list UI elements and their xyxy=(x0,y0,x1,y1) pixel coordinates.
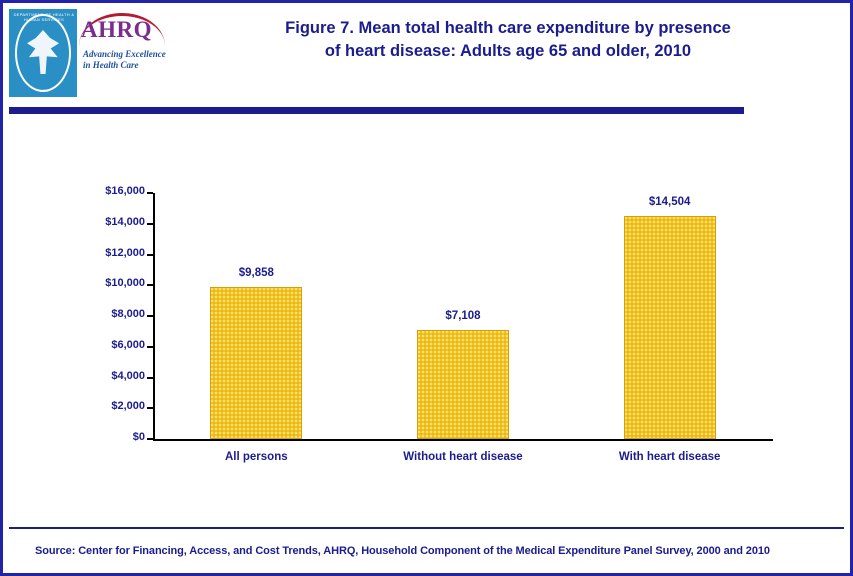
y-tick-label: $0 xyxy=(132,431,145,443)
page-title xyxy=(178,17,838,63)
y-tick-label: $12,000 xyxy=(105,246,145,259)
y-tick-label: $8,000 xyxy=(111,308,145,320)
slide-header xyxy=(3,3,850,111)
y-tick-label: $2,000 xyxy=(111,400,145,413)
agency-logo-block xyxy=(9,9,169,97)
y-tick-mark xyxy=(147,192,153,194)
bar xyxy=(417,330,509,439)
y-tick-label: $14,000 xyxy=(105,215,145,228)
header-divider xyxy=(9,107,744,114)
y-axis xyxy=(153,193,155,440)
y-tick-mark xyxy=(147,315,153,317)
y-tick-mark xyxy=(147,377,153,379)
footer-divider xyxy=(9,527,844,529)
bar-value-label: $7,108 xyxy=(445,309,481,322)
ahrq-wordmark: AHRQ xyxy=(81,17,152,42)
y-tick-mark xyxy=(147,254,153,256)
y-tick-mark xyxy=(147,346,153,348)
y-tick-label: $6,000 xyxy=(111,338,145,351)
y-tick-label: $4,000 xyxy=(111,369,145,382)
bar-value-label: $14,504 xyxy=(648,196,691,208)
y-tick-mark xyxy=(147,284,153,286)
y-tick-mark xyxy=(147,407,153,409)
category-label: All persons xyxy=(225,451,288,463)
y-tick-mark xyxy=(147,438,153,440)
y-tick-label: $10,000 xyxy=(105,277,145,290)
ahrq-tagline: Advancing Excellence in Health Care xyxy=(83,49,166,70)
x-axis xyxy=(153,439,773,441)
hhs-seal-top-text: DEPARTMENT OF HEALTH & HUMAN SERVICES xyxy=(13,12,75,22)
ahrq-logo xyxy=(77,9,169,97)
source-note: Source: Center for Financing, Access, and Cost Trends, AHRQ, Household Component of the Medical Expenditure Panel Survey, 2000 and 2010 xyxy=(35,545,770,557)
hhs-seal-bottom-text: USA xyxy=(39,88,49,93)
category-label: Without heart disease xyxy=(403,451,523,463)
bar-chart xyxy=(3,123,850,513)
bar xyxy=(210,287,302,439)
bar xyxy=(624,216,716,439)
title-line-2: of heart disease: Adults age 65 and older, 2010 xyxy=(324,42,692,60)
y-tick-label: $16,000 xyxy=(105,185,145,197)
category-label: With heart disease xyxy=(618,451,721,463)
title-line-1: Figure 7. Mean total health care expenditure by presence xyxy=(285,19,731,37)
y-tick-mark xyxy=(147,223,153,225)
hhs-seal-icon xyxy=(9,9,77,97)
bar-value-label: $9,858 xyxy=(238,267,274,280)
